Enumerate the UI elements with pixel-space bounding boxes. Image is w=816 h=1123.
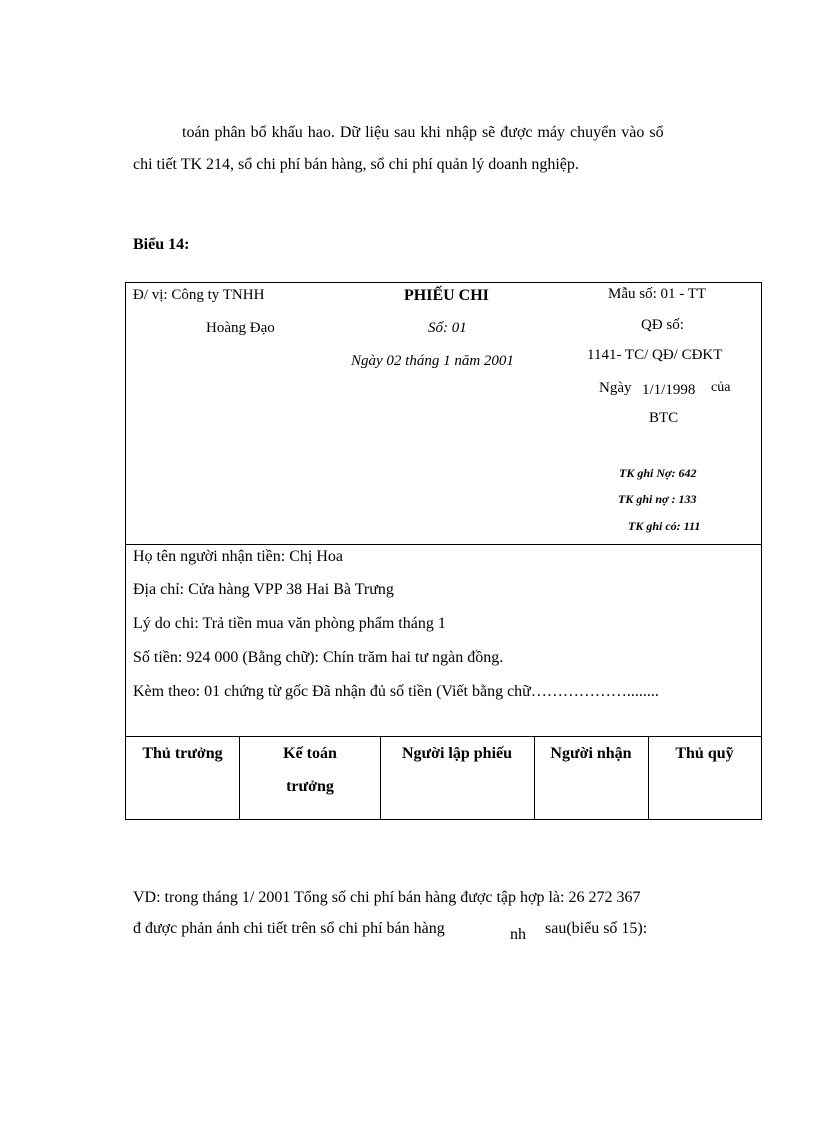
voucher-title: PHIẾU CHI [404, 287, 489, 304]
outro-line-2: đ được phản ánh chi tiết trên sổ chi phí bán hàng [133, 920, 445, 937]
sig-receiver: Người nhận [550, 745, 632, 762]
attached-documents: Kèm theo: 01 chứng từ gốc Đã nhận đủ số tiền (Viết bằng chữ………………........ [133, 683, 659, 700]
decision-label: QĐ số: [641, 317, 684, 333]
voucher-date: Ngày 02 tháng 1 năm 2001 [351, 353, 514, 369]
decision-number: 1141- TC/ QĐ/ CĐKT [587, 347, 723, 363]
voucher-number: Số: 01 [428, 320, 467, 336]
unit-name: Hoàng Đạo [206, 320, 275, 336]
sig-preparer: Người lập phiếu [401, 745, 513, 762]
unit-label: Đ/ vị: Công ty TNHH [133, 287, 265, 303]
header-divider [126, 544, 761, 545]
decision-of: của [711, 380, 731, 395]
sig-chief-accountant: Kế toán trưởng [283, 745, 337, 795]
sig-cashier: Thủ quỹ [675, 745, 734, 762]
decision-date: 1/1/1998 [642, 382, 696, 398]
recipient-address: Địa chỉ: Cửa hàng VPP 38 Hai Bà Trưng [133, 581, 394, 598]
issuer: BTC [649, 410, 679, 426]
credit-account-111: TK ghi có: 111 [628, 519, 701, 533]
outro-line-2-end: sau(biểu số 15): [545, 920, 648, 937]
caption: Biểu 14: [133, 236, 190, 253]
debit-account-642: TK ghi Nợ: 642 [619, 466, 697, 480]
sig-divider-1 [239, 736, 240, 819]
form-number: Mẫu số: 01 - TT [608, 286, 707, 302]
payment-reason: Lý do chi: Trả tiền mua văn phòng phẩm tháng 1 [133, 615, 446, 632]
outro-line-2-fragment: nh [510, 926, 526, 943]
intro-line-1: toán phân bổ khấu hao. Dữ liệu sau khi nhập sẽ được máy chuyển vào sổ [182, 124, 664, 141]
decision-day-label: Ngày [599, 380, 632, 396]
outro-line-1: VD: trong tháng 1/ 2001 Tổng số chi phí bán hàng được tập hợp là: 26 272 367 [133, 889, 641, 906]
payment-amount: Số tiền: 924 000 (Bằng chữ): Chín trăm hai tư ngàn đồng. [133, 649, 504, 666]
debit-account-133: TK ghi nợ : 133 [618, 492, 697, 506]
recipient-name: Họ tên người nhận tiền: Chị Hoa [133, 548, 343, 565]
sig-director: Thủ trưởng [142, 745, 223, 762]
intro-line-2: chi tiết TK 214, sổ chi phí bán hàng, sổ chi phí quản lý doanh nghiệp. [133, 156, 579, 173]
